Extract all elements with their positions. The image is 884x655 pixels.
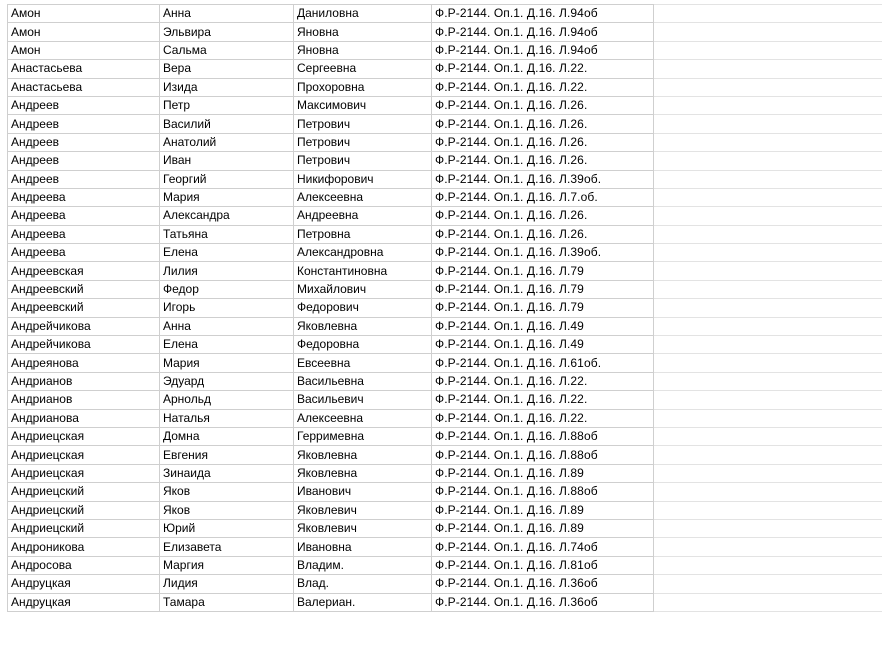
empty-cell [654, 280, 882, 298]
archive-reference-cell: Ф.Р-2144. Оп.1. Д.16. Л.79 [432, 299, 654, 317]
patronymic-cell: Иванович [294, 483, 432, 501]
table-row [8, 225, 882, 243]
first-name-cell: Анна [160, 5, 294, 23]
table-row [8, 96, 882, 114]
archive-reference-cell: Ф.Р-2144. Оп.1. Д.16. Л.74об [432, 538, 654, 556]
first-name-cell: Наталья [160, 409, 294, 427]
surname-cell: Андреева [8, 188, 160, 206]
patronymic-cell: Сергеевна [294, 60, 432, 78]
surname-cell: Андриецский [8, 483, 160, 501]
empty-cell [654, 446, 882, 464]
first-name-cell: Мария [160, 188, 294, 206]
surname-cell: Андруцкая [8, 575, 160, 593]
archive-reference-cell: Ф.Р-2144. Оп.1. Д.16. Л.22. [432, 372, 654, 390]
table-row [8, 538, 882, 556]
table-row [8, 519, 882, 537]
first-name-cell: Лидия [160, 575, 294, 593]
table-row [8, 133, 882, 151]
first-name-cell: Домна [160, 427, 294, 445]
table-row [8, 23, 882, 41]
surname-cell: Андрианова [8, 409, 160, 427]
first-name-cell: Эльвира [160, 23, 294, 41]
patronymic-cell: Влад. [294, 575, 432, 593]
table-row [8, 244, 882, 262]
archive-reference-cell: Ф.Р-2144. Оп.1. Д.16. Л.49 [432, 317, 654, 335]
empty-cell [654, 317, 882, 335]
records-table [7, 4, 882, 612]
empty-cell [654, 225, 882, 243]
patronymic-cell: Петровна [294, 225, 432, 243]
patronymic-cell: Федорович [294, 299, 432, 317]
table-row [8, 5, 882, 23]
empty-cell [654, 188, 882, 206]
table-row [8, 427, 882, 445]
first-name-cell: Георгий [160, 170, 294, 188]
archive-reference-cell: Ф.Р-2144. Оп.1. Д.16. Л.89 [432, 501, 654, 519]
surname-cell: Андреев [8, 152, 160, 170]
archive-reference-cell: Ф.Р-2144. Оп.1. Д.16. Л.81об [432, 556, 654, 574]
archive-reference-cell: Ф.Р-2144. Оп.1. Д.16. Л.94об [432, 23, 654, 41]
patronymic-cell: Яковлевич [294, 501, 432, 519]
patronymic-cell: Васильевич [294, 391, 432, 409]
patronymic-cell: Яновна [294, 23, 432, 41]
surname-cell: Андреев [8, 96, 160, 114]
table-row [8, 152, 882, 170]
patronymic-cell: Яновна [294, 41, 432, 59]
empty-cell [654, 483, 882, 501]
archive-reference-cell: Ф.Р-2144. Оп.1. Д.16. Л.36об [432, 575, 654, 593]
table-row [8, 556, 882, 574]
patronymic-cell: Яковлевна [294, 446, 432, 464]
first-name-cell: Изида [160, 78, 294, 96]
patronymic-cell: Прохоровна [294, 78, 432, 96]
table-row [8, 354, 882, 372]
surname-cell: Амон [8, 23, 160, 41]
first-name-cell: Елена [160, 244, 294, 262]
table-row [8, 391, 882, 409]
empty-cell [654, 464, 882, 482]
first-name-cell: Юрий [160, 519, 294, 537]
archive-reference-cell: Ф.Р-2144. Оп.1. Д.16. Л.61об. [432, 354, 654, 372]
surname-cell: Андрианов [8, 391, 160, 409]
first-name-cell: Игорь [160, 299, 294, 317]
first-name-cell: Лилия [160, 262, 294, 280]
archive-reference-cell: Ф.Р-2144. Оп.1. Д.16. Л.26. [432, 207, 654, 225]
surname-cell: Андроникова [8, 538, 160, 556]
empty-cell [654, 299, 882, 317]
surname-cell: Андреевский [8, 299, 160, 317]
empty-cell [654, 152, 882, 170]
empty-cell [654, 60, 882, 78]
patronymic-cell: Яковлевна [294, 464, 432, 482]
empty-cell [654, 372, 882, 390]
empty-cell [654, 519, 882, 537]
empty-cell [654, 391, 882, 409]
empty-cell [654, 336, 882, 354]
empty-cell [654, 170, 882, 188]
empty-cell [654, 115, 882, 133]
first-name-cell: Арнольд [160, 391, 294, 409]
first-name-cell: Анатолий [160, 133, 294, 151]
table-row [8, 41, 882, 59]
table-row [8, 336, 882, 354]
surname-cell: Андреев [8, 133, 160, 151]
table-row [8, 409, 882, 427]
empty-cell [654, 354, 882, 372]
patronymic-cell: Петрович [294, 152, 432, 170]
surname-cell: Андреева [8, 207, 160, 225]
surname-cell: Андросова [8, 556, 160, 574]
archive-reference-cell: Ф.Р-2144. Оп.1. Д.16. Л.88об [432, 427, 654, 445]
surname-cell: Андреевская [8, 262, 160, 280]
table-row [8, 60, 882, 78]
first-name-cell: Тамара [160, 593, 294, 611]
surname-cell: Андриецская [8, 464, 160, 482]
archive-reference-cell: Ф.Р-2144. Оп.1. Д.16. Л.39об. [432, 244, 654, 262]
first-name-cell: Яков [160, 483, 294, 501]
first-name-cell: Василий [160, 115, 294, 133]
patronymic-cell: Никифорович [294, 170, 432, 188]
archive-reference-cell: Ф.Р-2144. Оп.1. Д.16. Л.22. [432, 78, 654, 96]
surname-cell: Амон [8, 5, 160, 23]
empty-cell [654, 427, 882, 445]
table-row [8, 280, 882, 298]
patronymic-cell: Петрович [294, 115, 432, 133]
surname-cell: Амон [8, 41, 160, 59]
patronymic-cell: Федоровна [294, 336, 432, 354]
surname-cell: Андриецский [8, 519, 160, 537]
empty-cell [654, 575, 882, 593]
surname-cell: Андрианов [8, 372, 160, 390]
empty-cell [654, 133, 882, 151]
patronymic-cell: Михайлович [294, 280, 432, 298]
surname-cell: Андриецская [8, 446, 160, 464]
empty-cell [654, 96, 882, 114]
empty-cell [654, 78, 882, 96]
table-row [8, 372, 882, 390]
first-name-cell: Сальма [160, 41, 294, 59]
surname-cell: Андреева [8, 225, 160, 243]
patronymic-cell: Алексеевна [294, 409, 432, 427]
archive-reference-cell: Ф.Р-2144. Оп.1. Д.16. Л.36об [432, 593, 654, 611]
surname-cell: Андреевский [8, 280, 160, 298]
first-name-cell: Иван [160, 152, 294, 170]
empty-cell [654, 409, 882, 427]
table-row [8, 207, 882, 225]
surname-cell: Андриецский [8, 501, 160, 519]
empty-cell [654, 207, 882, 225]
archive-reference-cell: Ф.Р-2144. Оп.1. Д.16. Л.79 [432, 262, 654, 280]
first-name-cell: Елена [160, 336, 294, 354]
empty-cell [654, 262, 882, 280]
table-row [8, 501, 882, 519]
table-row [8, 483, 882, 501]
patronymic-cell: Петрович [294, 133, 432, 151]
first-name-cell: Евгения [160, 446, 294, 464]
patronymic-cell: Герримевна [294, 427, 432, 445]
first-name-cell: Федор [160, 280, 294, 298]
archive-reference-cell: Ф.Р-2144. Оп.1. Д.16. Л.26. [432, 96, 654, 114]
archive-reference-cell: Ф.Р-2144. Оп.1. Д.16. Л.49 [432, 336, 654, 354]
first-name-cell: Мария [160, 354, 294, 372]
archive-reference-cell: Ф.Р-2144. Оп.1. Д.16. Л.22. [432, 60, 654, 78]
patronymic-cell: Андреевна [294, 207, 432, 225]
empty-cell [654, 538, 882, 556]
archive-reference-cell: Ф.Р-2144. Оп.1. Д.16. Л.26. [432, 133, 654, 151]
empty-cell [654, 501, 882, 519]
archive-reference-cell: Ф.Р-2144. Оп.1. Д.16. Л.22. [432, 391, 654, 409]
record-sheet [7, 4, 882, 612]
first-name-cell: Петр [160, 96, 294, 114]
archive-reference-cell: Ф.Р-2144. Оп.1. Д.16. Л.89 [432, 519, 654, 537]
empty-cell [654, 556, 882, 574]
surname-cell: Андреева [8, 244, 160, 262]
empty-cell [654, 5, 882, 23]
table-row [8, 593, 882, 611]
patronymic-cell: Даниловна [294, 5, 432, 23]
patronymic-cell: Константиновна [294, 262, 432, 280]
first-name-cell: Анна [160, 317, 294, 335]
patronymic-cell: Яковлевич [294, 519, 432, 537]
patronymic-cell: Евсеевна [294, 354, 432, 372]
empty-cell [654, 593, 882, 611]
first-name-cell: Вера [160, 60, 294, 78]
archive-reference-cell: Ф.Р-2144. Оп.1. Д.16. Л.39об. [432, 170, 654, 188]
archive-reference-cell: Ф.Р-2144. Оп.1. Д.16. Л.22. [432, 409, 654, 427]
table-row [8, 170, 882, 188]
table-row [8, 299, 882, 317]
patronymic-cell: Александровна [294, 244, 432, 262]
table-row [8, 115, 882, 133]
patronymic-cell: Владим. [294, 556, 432, 574]
archive-reference-cell: Ф.Р-2144. Оп.1. Д.16. Л.26. [432, 152, 654, 170]
patronymic-cell: Ивановна [294, 538, 432, 556]
table-row [8, 464, 882, 482]
table-row [8, 317, 882, 335]
first-name-cell: Зинаида [160, 464, 294, 482]
surname-cell: Андриецская [8, 427, 160, 445]
table-row [8, 262, 882, 280]
first-name-cell: Александра [160, 207, 294, 225]
archive-reference-cell: Ф.Р-2144. Оп.1. Д.16. Л.26. [432, 225, 654, 243]
surname-cell: Анастасьева [8, 60, 160, 78]
archive-reference-cell: Ф.Р-2144. Оп.1. Д.16. Л.79 [432, 280, 654, 298]
patronymic-cell: Максимович [294, 96, 432, 114]
records-table-body [8, 5, 882, 612]
first-name-cell: Татьяна [160, 225, 294, 243]
table-row [8, 575, 882, 593]
table-row [8, 446, 882, 464]
surname-cell: Андреев [8, 170, 160, 188]
empty-cell [654, 23, 882, 41]
archive-reference-cell: Ф.Р-2144. Оп.1. Д.16. Л.94об [432, 41, 654, 59]
surname-cell: Анастасьева [8, 78, 160, 96]
archive-reference-cell: Ф.Р-2144. Оп.1. Д.16. Л.26. [432, 115, 654, 133]
patronymic-cell: Яковлевна [294, 317, 432, 335]
archive-reference-cell: Ф.Р-2144. Оп.1. Д.16. Л.88об [432, 446, 654, 464]
archive-reference-cell: Ф.Р-2144. Оп.1. Д.16. Л.89 [432, 464, 654, 482]
table-row [8, 78, 882, 96]
patronymic-cell: Алексеевна [294, 188, 432, 206]
archive-reference-cell: Ф.Р-2144. Оп.1. Д.16. Л.7.об. [432, 188, 654, 206]
surname-cell: Андрейчикова [8, 317, 160, 335]
first-name-cell: Эдуард [160, 372, 294, 390]
patronymic-cell: Васильевна [294, 372, 432, 390]
surname-cell: Андреев [8, 115, 160, 133]
empty-cell [654, 41, 882, 59]
surname-cell: Андрейчикова [8, 336, 160, 354]
first-name-cell: Маргия [160, 556, 294, 574]
archive-reference-cell: Ф.Р-2144. Оп.1. Д.16. Л.88об [432, 483, 654, 501]
patronymic-cell: Валериан. [294, 593, 432, 611]
first-name-cell: Елизавета [160, 538, 294, 556]
surname-cell: Андреянова [8, 354, 160, 372]
table-row [8, 188, 882, 206]
first-name-cell: Яков [160, 501, 294, 519]
empty-cell [654, 244, 882, 262]
surname-cell: Андруцкая [8, 593, 160, 611]
archive-reference-cell: Ф.Р-2144. Оп.1. Д.16. Л.94об [432, 5, 654, 23]
